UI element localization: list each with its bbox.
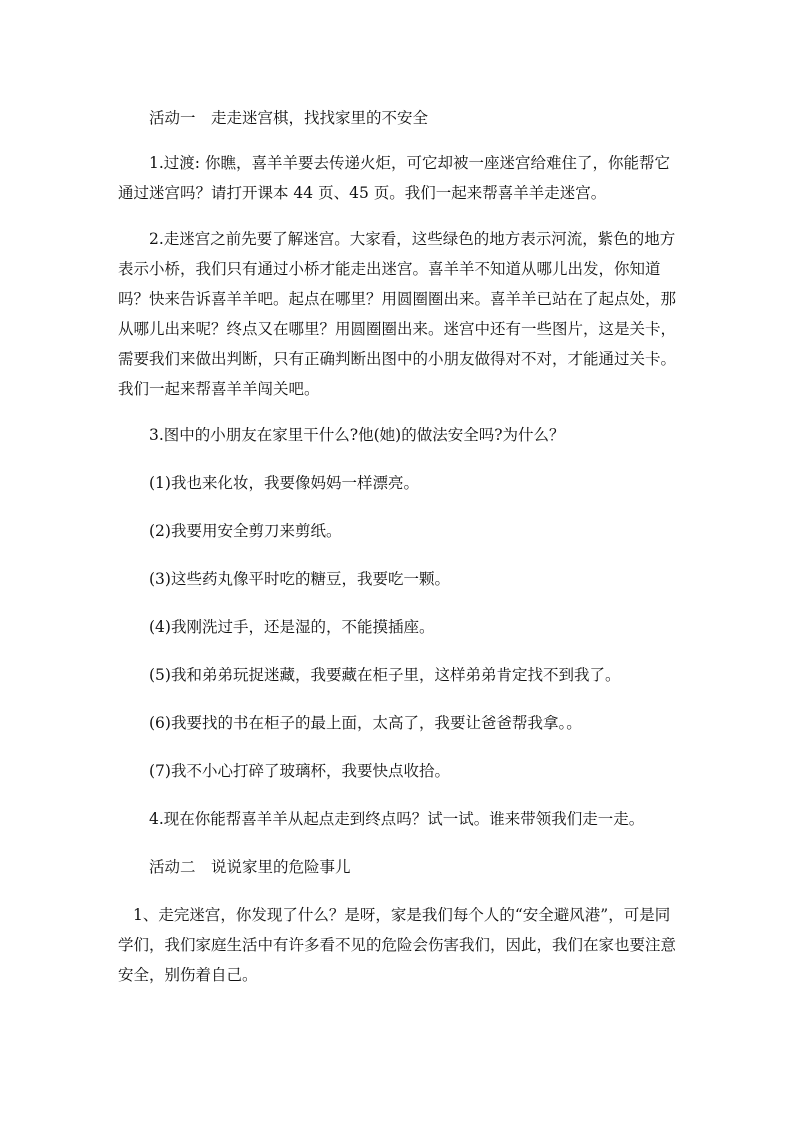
- list-item: (1)我也来化妆，我要像妈妈一样漂亮。: [149, 474, 419, 492]
- activity1-paragraph-4: 4.现在你能帮喜羊羊从起点走到终点吗？试一试。谁来带领我们走一走。: [149, 810, 645, 828]
- activity2-heading: 活动二 说说家里的危险事儿: [149, 858, 351, 876]
- document-body: [118, 103, 678, 990]
- activity1-paragraph-1: 1.过渡: 你瞧，喜羊羊要去传递火炬，可它却被一座迷宫给难住了，你能帮它通过迷宫吗？请打开课本 44 页、45 页。我们一起来帮喜羊羊走迷宫。: [118, 154, 670, 202]
- list-item: (3)这些药丸像平时吃的糖豆，我要吃一颗。: [149, 570, 450, 588]
- list-item: (5)我和弟弟玩捉迷藏，我要藏在柜子里，这样弟弟肯定找不到我了。: [149, 666, 621, 684]
- activity1-heading: 活动一 走走迷宫棋，找找家里的不安全: [149, 109, 429, 127]
- list-item: (4)我刚洗过手，还是湿的，不能摸插座。: [149, 618, 435, 636]
- list-item: (6)我要找的书在柜子的最上面，太高了，我要让爸爸帮我拿。。: [149, 714, 582, 732]
- activity1-paragraph-2: 2.走迷宫之前先要了解迷宫。大家看，这些绿色的地方表示河流，紫色的地方表示小桥，我们只有通过小桥才能走出迷宫。喜羊羊不知道从哪儿出发，你知道吗？快来告诉喜羊羊吧。起点在哪里？用圆圈圈出来。喜羊羊已站在了起点处，那从哪儿出来呢？终点又在哪里？用圆圈圈出来。迷宫中还有一些图片，这是关卡，需要我们来做出判断，只有正确判断出图中的小朋友做得对不对，才能通过关卡。我们一起来帮喜羊羊闯关吧。: [118, 230, 677, 398]
- list-item: (2)我要用安全剪刀来剪纸。: [149, 522, 342, 540]
- list-item: (7)我不小心打碎了玻璃杯，我要快点收拾。: [149, 762, 450, 780]
- activity1-paragraph-3: 3.图中的小朋友在家里干什么?他(她)的做法安全吗?为什么？: [149, 426, 565, 444]
- activity2-paragraph-1: 1、走完迷宫，你发现了什么？是呀，家是我们每个人的“安全避风港”，可是同学们，我们家庭生活中有许多看不见的危险会伤害我们，因此，我们在家也要注意安全，别伤着自己。: [118, 906, 677, 984]
